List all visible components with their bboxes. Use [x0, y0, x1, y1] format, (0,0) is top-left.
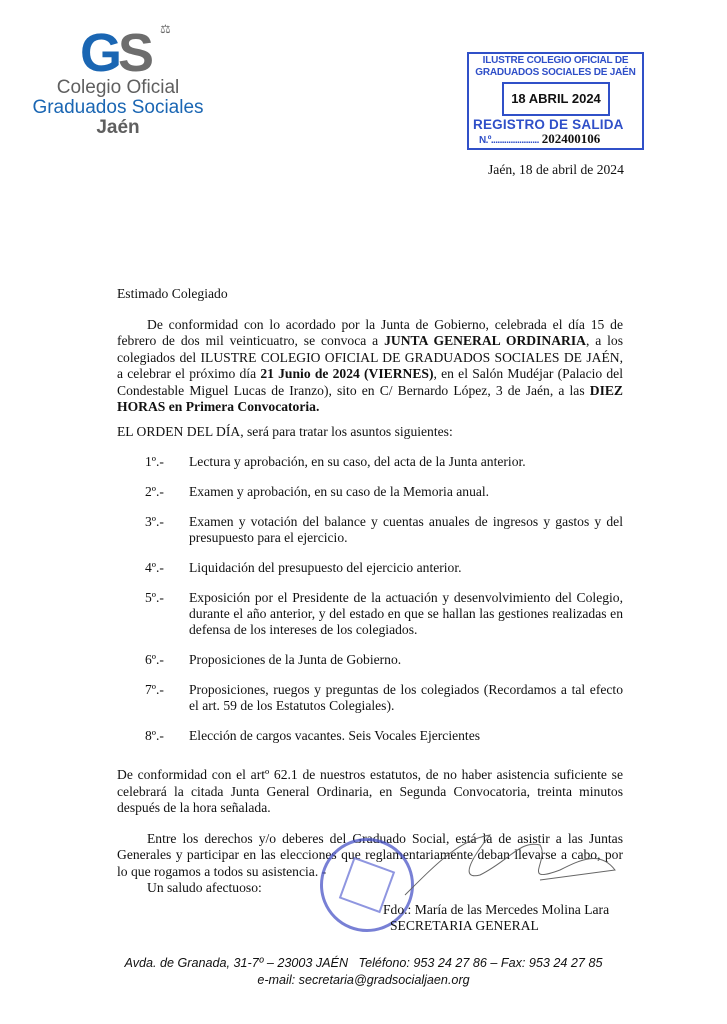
- agenda-item: [145, 590, 623, 638]
- letter-body: [117, 286, 623, 897]
- intro-bold: DIEZ HORAS en Primera Convocatoria.: [117, 382, 623, 414]
- logo-g: G: [80, 23, 119, 83]
- footer-address: Avda. de Granada, 31-7º – 23003 JAÉN Teléfono: 953 24 27 86 – Fax: 953 24 27 85: [124, 956, 603, 970]
- agenda-text: Proposiciones de la Junta de Gobierno.: [189, 652, 402, 667]
- stamp-date: 18 ABRIL 2024: [502, 82, 610, 116]
- stamp-header1: ILUSTRE COLEGIO OFICIAL DE: [482, 55, 629, 66]
- closing-paragraph-3: Un saludo afectuoso:: [147, 880, 262, 895]
- agenda-text: Lectura y aprobación, en su caso, del acta de la Junta anterior.: [189, 454, 526, 469]
- agenda-num: 2º.-: [145, 484, 164, 499]
- date-line: Jaén, 18 de abril de 2024: [488, 162, 624, 177]
- handwritten-signature: [400, 830, 630, 900]
- logo-line2: Graduados Sociales: [32, 97, 204, 118]
- intro-text: De conformidad con lo acordado por la Junta de Gobierno, celebrada el día 15 de febrero de dos mil veinticuatro, se convoca a: [117, 316, 623, 348]
- agenda-num: 3º.-: [145, 514, 164, 529]
- logo-mark: [80, 23, 151, 83]
- intro-paragraph: [117, 317, 623, 416]
- agenda-item: [145, 728, 623, 744]
- stamp-number-label: N.º......................: [479, 135, 539, 146]
- logo-line1: Colegio Oficial: [56, 77, 180, 98]
- agenda-item: [145, 514, 623, 546]
- signature-name: Fdo.: María de las Mercedes Molina Lara: [383, 902, 610, 917]
- agenda-item: [145, 652, 623, 668]
- stamp-registry: REGISTRO DE SALIDA: [473, 117, 624, 132]
- agenda-text: Liquidación del presupuesto del ejercicio anterior.: [189, 560, 462, 575]
- agenda-text: Proposiciones, ruegos y preguntas de los colegiados (Recordamos a tal efecto el art. 59 de los Estatutos Colegiales).: [189, 682, 623, 713]
- intro-bold: JUNTA GENERAL ORDINARIA: [384, 333, 586, 348]
- agenda-item: [145, 682, 623, 714]
- footer-email[interactable]: e-mail: secretaria@gradsocialjaen.org: [257, 973, 470, 987]
- agenda-num: 1º.-: [145, 454, 164, 469]
- signature-title: SECRETARIA GENERAL: [390, 918, 539, 933]
- logo-s: S: [118, 23, 151, 83]
- agenda-item: [145, 454, 623, 470]
- agenda-num: 8º.-: [145, 728, 164, 743]
- agenda-num: 4º.-: [145, 560, 164, 575]
- logo-line3: Jaén: [96, 117, 140, 138]
- intro-text: , a los colegiados del ILUSTRE COLEGIO OFICIAL DE GRADUADOS SOCIALES DE JAÉN, a celebrar el próximo día: [117, 333, 623, 381]
- intro-text: , en el Salón Mudéjar (Palacio del Condestable Miguel Lucas de Iranzo), sito en C/ Bernardo López, 3 de Jaén, a las: [117, 366, 623, 398]
- agenda-num: 7º.-: [145, 682, 164, 697]
- stamp-number-row: [479, 132, 600, 148]
- agenda-text: Elección de cargos vacantes. Seis Vocales Ejercientes: [189, 728, 481, 743]
- agenda-num: 5º.-: [145, 590, 164, 605]
- stamp-header2: GRADUADOS SOCIALES DE JAÉN: [475, 67, 636, 78]
- closing-paragraph-1: De conformidad con el artº 62.1 de nuestros estatutos, de no haber asistencia suficiente se celebrará la citada Junta General Ordinaria, en Segunda Convocatoria, treinta minutos después de la hora señalada.: [117, 767, 623, 815]
- closing-paragraph-2: Entre los derechos y/o deberes del Graduado Social, está la de asistir a las Juntas Generales y participar en las elecciones que reglamentariamente deban llevarse a cabo, por lo que rogamos a todos su asistencia. -: [117, 830, 623, 879]
- agenda-item: [145, 560, 623, 576]
- registry-stamp: [467, 52, 644, 150]
- greeting: Estimado Colegiado: [117, 286, 228, 301]
- agenda-item: [145, 484, 623, 500]
- stamp-number: 202400106: [541, 131, 601, 146]
- intro-bold: 21 Junio de 2024 (VIERNES): [260, 366, 434, 381]
- agenda-intro: EL ORDEN DEL DÍA, será para tratar los asuntos siguientes:: [117, 423, 453, 439]
- agenda-text: Examen y votación del balance y cuentas anuales de ingresos y gastos y del presupuesto para el ejercicio.: [189, 514, 623, 545]
- agenda-text: Examen y aprobación, en su caso de la Memoria anual.: [189, 484, 490, 499]
- agenda-num: 6º.-: [145, 652, 164, 667]
- agenda-text: Exposición por el Presidente de la actuación y desenvolvimiento del Colegio, durante el año anterior, y del estado en que se hallan las gestiones realizadas en defensa de los intereses de los colegiados.: [189, 590, 623, 637]
- scales-icon: ⚖: [160, 22, 171, 36]
